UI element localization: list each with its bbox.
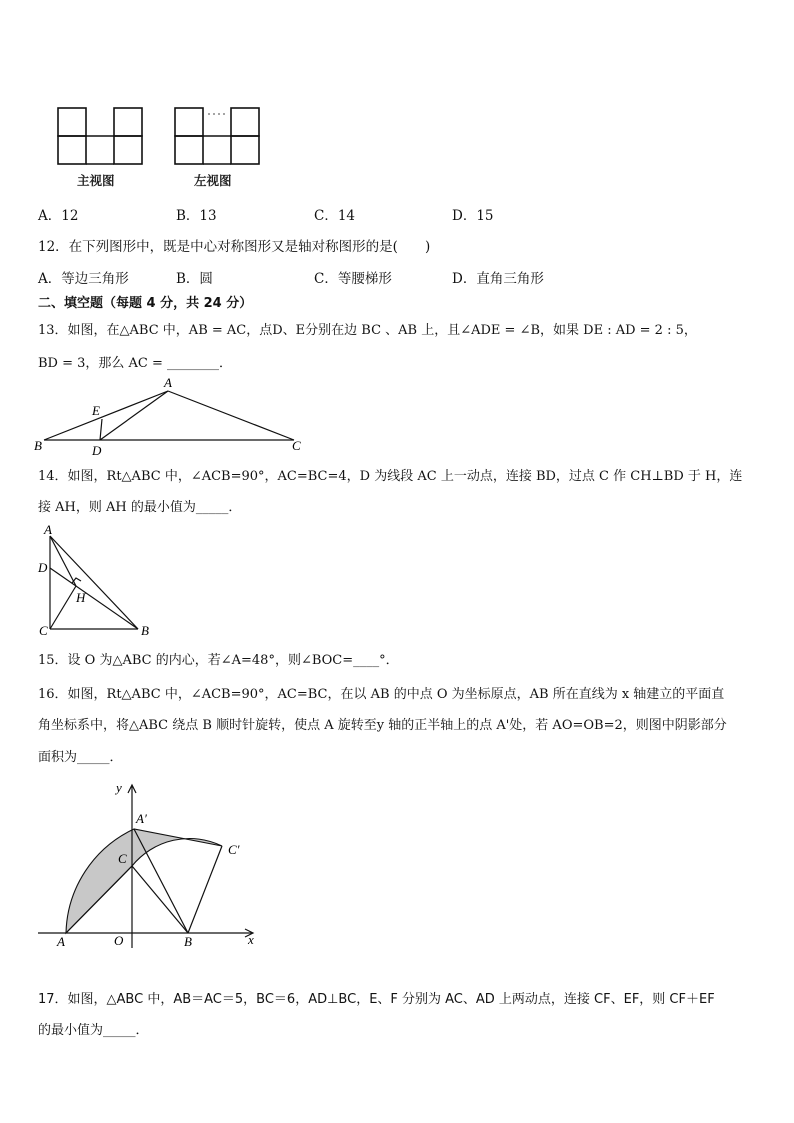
q13-label-b: B — [34, 438, 42, 453]
q13-label-d: D — [92, 443, 102, 458]
q16-label-x: x — [248, 932, 254, 947]
q13-side-ab — [44, 391, 168, 440]
q16-segment-cb — [132, 866, 188, 933]
left-view-label: 左视图 — [194, 173, 232, 188]
left-view-shape — [175, 108, 259, 164]
q11-option-c: C．14 — [314, 208, 356, 224]
q13-line1: 13．如图，在△ABC 中，AB = AC，点D、E分别在边 BC 、AB 上，且∠ADE = ∠B，如果 DE : AD = 2 : 5， — [38, 323, 697, 338]
q17-line2: 的最小值为_____． — [38, 1023, 149, 1038]
q13-triangle-drawing — [30, 373, 310, 458]
q12-stem: 12．在下列图形中，既是中心对称图形又是轴对称图形的是( ) — [38, 239, 431, 255]
q12-option-b: B．圆 — [176, 271, 213, 287]
q12-option-d: D．直角三角形 — [452, 271, 544, 287]
q14-label-h: H — [76, 590, 86, 605]
q13-figure — [30, 373, 310, 458]
q17-line1: 17．如图，△ABC 中，AB＝AC＝5，BC＝6，AD⊥BC，E、F 分别为 AC、AD 上两动点，连接 CF、EF，则 CF＋EF — [38, 992, 715, 1007]
views-figure — [50, 100, 270, 195]
q16-line2: 角坐标系中，将△ABC 绕点 B 顺时针旋转，使点 A 旋转至y 轴的正半轴上的点 A'处，若 AO=OB=2，则图中阴影部分 — [38, 718, 727, 733]
q11-option-a: A．12 — [38, 208, 79, 224]
q14-line1: 14．如图，Rt△ABC 中，∠ACB=90°，AC=BC=4，D 为线段 AC 上一动点，连接 BD，过点 C 作 CH⊥BD 于 H，连 — [38, 469, 743, 484]
q13-line2: BD = 3，那么 AC = ________． — [38, 356, 233, 371]
q16-label-o: O — [114, 933, 124, 948]
q14-segment-ah — [50, 536, 76, 586]
q14-label-a: A — [44, 522, 52, 537]
q14-figure — [32, 522, 162, 640]
front-view-label: 主视图 — [77, 173, 115, 188]
q16-figure — [30, 778, 270, 953]
q13-label-a: A — [164, 375, 172, 390]
q14-label-b: B — [141, 623, 149, 638]
q14-triangle-drawing — [32, 522, 162, 640]
q16-label-a-prime: A′ — [136, 811, 147, 826]
q11-option-d: D．15 — [452, 208, 494, 224]
front-view-shape — [58, 108, 142, 164]
views-drawing — [50, 100, 270, 195]
q16-coordinate-drawing — [30, 778, 270, 953]
q14-segment-db — [50, 568, 138, 629]
q14-line2: 接 AH，则 AH 的最小值为_____． — [38, 500, 242, 515]
q16-line3: 面积为_____． — [38, 750, 123, 765]
q13-label-c: C — [292, 438, 301, 453]
q16-label-y: y — [116, 780, 122, 795]
q13-segment-ad — [100, 391, 168, 440]
section2-title: 二、填空题（每题 4 分，共 24 分） — [38, 296, 253, 311]
q14-side-ab — [50, 536, 138, 629]
q16-label-b: B — [184, 934, 192, 949]
q12-option-c: C．等腰梯形 — [314, 271, 392, 287]
q16-label-c: C — [118, 851, 127, 866]
q14-segment-ch — [50, 586, 76, 629]
q15-line1: 15．设 O 为△ABC 的内心，若∠A=48°，则∠BOC=____°． — [38, 653, 399, 668]
q16-segment-c-prime-b — [188, 846, 222, 933]
q13-label-e: E — [92, 403, 100, 418]
q16-label-a: A — [57, 934, 65, 949]
q14-label-d: D — [38, 560, 48, 575]
q13-segment-de — [100, 419, 102, 440]
q11-option-b: B．13 — [176, 208, 217, 224]
q14-label-c: C — [39, 623, 48, 638]
q12-option-a: A．等边三角形 — [38, 271, 129, 287]
q14-right-angle-mark — [72, 578, 81, 583]
q16-line1: 16．如图，Rt△ABC 中，∠ACB=90°，AC=BC，在以 AB 的中点 O 为坐标原点，AB 所在直线为 x 轴建立的平面直 — [38, 687, 725, 702]
q16-label-c-prime: C′ — [228, 842, 240, 857]
q13-side-ac — [168, 391, 294, 440]
